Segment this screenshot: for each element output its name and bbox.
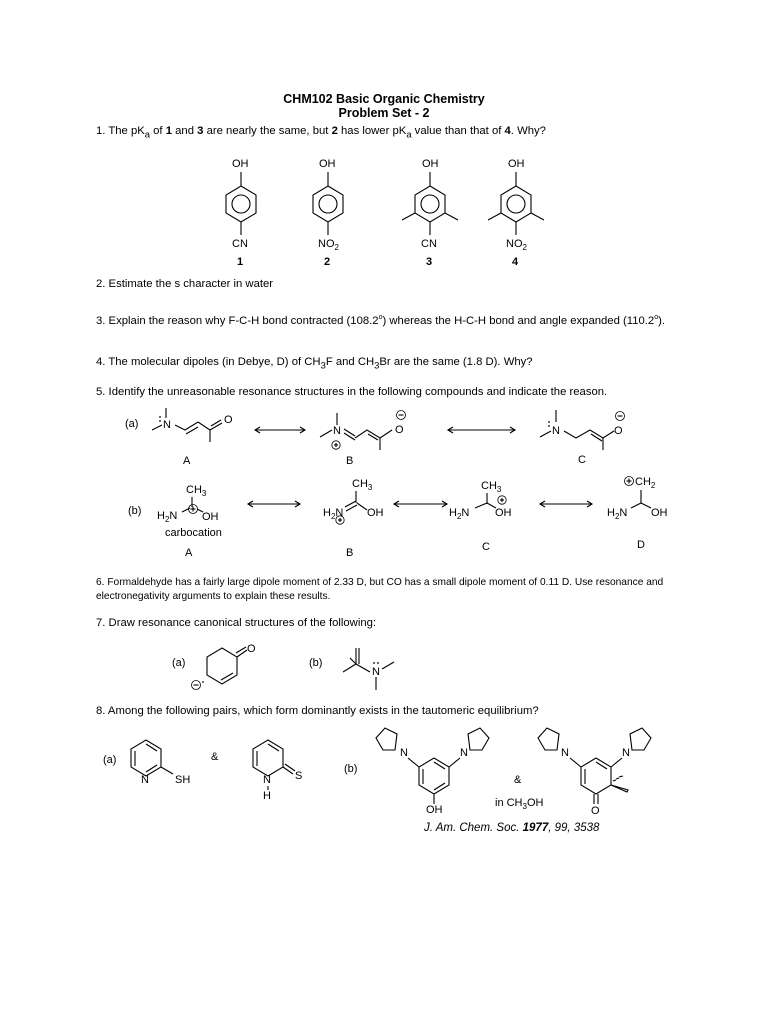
- svg-text:OH: OH: [508, 158, 525, 170]
- svg-text:NO2: $NO_2$: [506, 238, 527, 252]
- svg-text:A: A: [185, 547, 193, 559]
- structure-8b-dienone: [538, 728, 651, 817]
- svg-text:&: &: [514, 774, 522, 786]
- svg-text:H: H: [263, 790, 271, 802]
- compound-4: [488, 158, 544, 265]
- svg-text:H2N: $H_2N$: [449, 507, 470, 521]
- structure-5b-C: [449, 480, 512, 553]
- svg-text:3: 3: [426, 256, 433, 265]
- svg-text:CH2: $CH_2$: [635, 476, 656, 490]
- svg-text:B: B: [346, 547, 354, 559]
- svg-text:H2N: $H_2N$: [323, 507, 344, 521]
- svg-text:OH: OH: [319, 158, 336, 170]
- svg-text:CH3: $CH_3$: [352, 478, 373, 492]
- q1-structures: [0, 150, 768, 265]
- svg-text:O: O: [224, 414, 233, 426]
- svg-text:N: N: [263, 774, 271, 786]
- question-6: 6. Formaldehyde has a fairly large dipole moment of 2.33 D, but CO has a small dipole moment of 0.11 D. Use resonance and electronegativity arguments to explain these results.: [96, 577, 664, 602]
- svg-text:OH: OH: [651, 507, 668, 519]
- q8-structures: [0, 720, 768, 820]
- svg-text:N: N: [372, 666, 380, 678]
- svg-text:OH: OH: [232, 158, 249, 170]
- svg-text:&: &: [211, 751, 219, 763]
- svg-text:CN: CN: [421, 238, 437, 250]
- svg-text:SH: SH: [175, 774, 191, 786]
- structure-5b-B: [323, 478, 384, 559]
- structure-7b: [343, 648, 394, 690]
- question-2: 2. Estimate the s character in water: [96, 278, 274, 290]
- svg-text:O: O: [395, 424, 404, 436]
- svg-text:1: 1: [237, 256, 244, 265]
- question-1: 1. The $pK_a$ of 1 and 3 are nearly the same, but 2 has lower $pK_a$ value than that of 4. Why?: [96, 125, 546, 140]
- question-3: 3. Explain the reason why F-C-H bond contracted (108.2$^o$) whereas the H-C-H bond and angle expanded (110.2$^o$).: [96, 314, 666, 327]
- q5-structures: [0, 400, 768, 565]
- problem-set-title: Problem Set - 2: [338, 106, 430, 120]
- journal-reference: J. Am. Chem. Soc. 1977, 99, 3538: [424, 822, 600, 834]
- svg-text:carbocation: carbocation: [165, 527, 222, 539]
- svg-text:N: N: [561, 747, 569, 759]
- svg-text:C: C: [578, 454, 586, 466]
- svg-text:N: N: [333, 425, 341, 437]
- compound-2: [313, 158, 343, 265]
- compound-3: [402, 158, 458, 265]
- svg-text:OH: OH: [426, 804, 443, 816]
- svg-text:(b): (b): [309, 657, 323, 669]
- svg-text:(a): (a): [103, 754, 117, 766]
- svg-text:A: A: [183, 455, 191, 467]
- structure-5a-A: [152, 408, 233, 467]
- svg-text:OH: OH: [202, 511, 219, 523]
- svg-text:H2N: $H_2N$: [607, 507, 628, 521]
- svg-text:CH3: $CH_3$: [186, 484, 207, 498]
- svg-text:OH: OH: [367, 507, 384, 519]
- structure-8b-phenol: [376, 728, 489, 816]
- svg-text:C: C: [482, 541, 490, 553]
- svg-text:N: N: [622, 747, 630, 759]
- svg-text:OH: OH: [495, 507, 512, 519]
- svg-text:N: N: [141, 774, 149, 786]
- structure-5b-A: [157, 484, 222, 559]
- svg-text:D: D: [637, 539, 645, 551]
- svg-text:S: S: [295, 770, 303, 782]
- svg-text:NO2: $NO_2$: [318, 238, 339, 252]
- compound-1: [226, 158, 256, 265]
- structure-5b-D: [607, 476, 668, 551]
- structure-5a-C: [540, 410, 625, 466]
- structure-8a-thione: [253, 740, 302, 802]
- svg-text:(b): (b): [128, 505, 142, 517]
- structure-8a-thiol: [131, 740, 190, 786]
- svg-text:H2N: $H_2N$: [157, 510, 178, 524]
- svg-text:O: O: [614, 425, 623, 437]
- svg-text:N: N: [400, 747, 408, 759]
- svg-text:N: N: [552, 425, 560, 437]
- question-7: 7. Draw resonance canonical structures of the following:: [96, 617, 377, 629]
- svg-text:in CH3OH: in $CH_3OH$: [495, 797, 544, 811]
- svg-text:O: O: [591, 805, 600, 817]
- structure-7a: [192, 643, 257, 690]
- svg-text:N: N: [163, 419, 171, 431]
- svg-text:(b): (b): [344, 763, 358, 775]
- svg-text:O: O: [247, 643, 256, 655]
- svg-text:(a): (a): [125, 418, 139, 430]
- course-title: CHM102 Basic Organic Chemistry: [283, 92, 485, 106]
- svg-text:CH3: $CH_3$: [481, 480, 502, 494]
- svg-text:4: 4: [512, 256, 519, 265]
- question-5: 5. Identify the unreasonable resonance structures in the following compounds and indicate the reason.: [96, 386, 608, 398]
- question-4: 4. The molecular dipoles (in Debye, D) of $CH_3F$ and $CH_3Br$ are the same (1.8 D). Why?: [96, 356, 533, 371]
- svg-text:N: N: [460, 747, 468, 759]
- svg-text:B: B: [346, 455, 354, 467]
- q7-structures: [0, 636, 768, 696]
- svg-text:(a): (a): [172, 657, 186, 669]
- question-8: 8. Among the following pairs, which form dominantly exists in the tautomeric equilibrium?: [96, 705, 539, 717]
- svg-text:OH: OH: [422, 158, 439, 170]
- svg-text:CN: CN: [232, 238, 248, 250]
- structure-5a-B: [320, 411, 406, 468]
- svg-text:2: 2: [324, 256, 331, 265]
